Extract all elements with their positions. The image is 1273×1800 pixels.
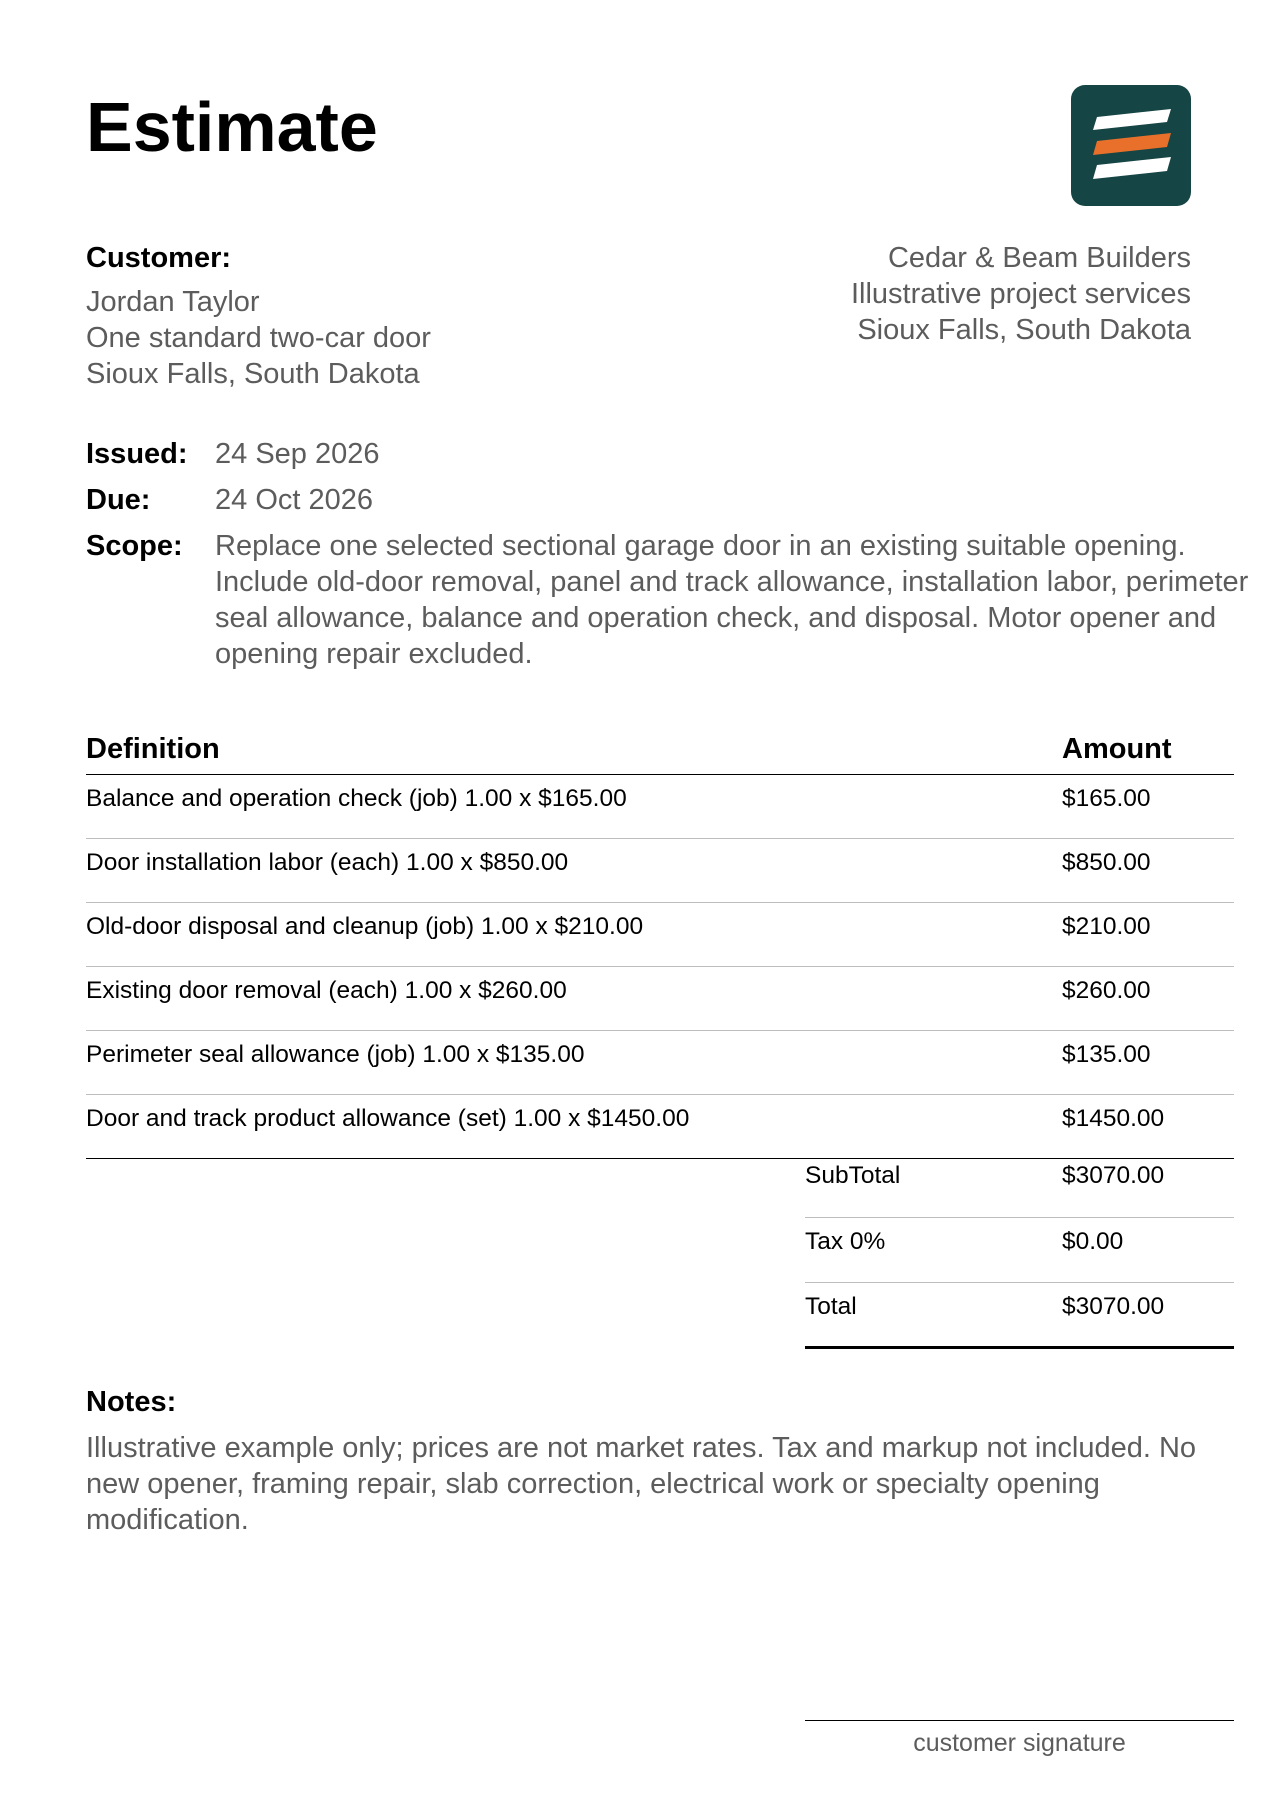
- company-name: Cedar & Beam Builders: [887, 242, 1191, 274]
- company-tagline: Illustrative project services: [850, 278, 1191, 310]
- table-header: [86, 720, 1234, 775]
- row-definition: Old-door disposal and cleanup (job) 1.00 x $210.00: [86, 903, 1062, 967]
- company-details: [851, 240, 1191, 348]
- row-amount: $135.00: [1062, 1031, 1234, 1095]
- total-value: $3070.00: [1062, 1282, 1234, 1347]
- issued-label: Issued:: [86, 438, 188, 470]
- table-row: [86, 1095, 1234, 1159]
- table-row: [86, 775, 1234, 839]
- signature-label: customer signature: [913, 1729, 1126, 1757]
- line-items-table: [86, 720, 1234, 1159]
- customer-name: Jordan Taylor: [86, 286, 260, 318]
- total-label: Total: [805, 1282, 1062, 1347]
- row-definition: Existing door removal (each) 1.00 x $260.00: [86, 967, 1062, 1031]
- table-row: [86, 967, 1234, 1031]
- row-amount: $165.00: [1062, 775, 1234, 839]
- row-amount: $260.00: [1062, 967, 1234, 1031]
- subtotal-label: SubTotal: [805, 1152, 1062, 1217]
- tax-value: $0.00: [1062, 1217, 1234, 1282]
- customer-details: [86, 284, 431, 392]
- signature-line: [805, 1720, 1234, 1721]
- notes-label: Notes:: [86, 1386, 177, 1418]
- row-amount: $210.00: [1062, 903, 1234, 967]
- due-date: 24 Oct 2026: [215, 484, 373, 516]
- total-row: [805, 1282, 1234, 1347]
- table-row: [86, 1031, 1234, 1095]
- row-definition: Perimeter seal allowance (job) 1.00 x $135.00: [86, 1031, 1062, 1095]
- due-label: Due:: [86, 484, 151, 516]
- subtotal-row: [805, 1152, 1234, 1217]
- customer-label: Customer:: [86, 242, 232, 274]
- definition-header: Definition: [86, 720, 1062, 775]
- company-logo: [1071, 85, 1191, 206]
- totals-table: [805, 1152, 1234, 1349]
- stacked-planks-logo-icon: [1071, 85, 1191, 206]
- amount-header: Amount: [1062, 720, 1234, 775]
- table-row: [86, 903, 1234, 967]
- row-definition: Door installation labor (each) 1.00 x $850.00: [86, 839, 1062, 903]
- row-amount: $1450.00: [1062, 1095, 1234, 1159]
- table-row: [86, 839, 1234, 903]
- row-definition: Door and track product allowance (set) 1.00 x $1450.00: [86, 1095, 1062, 1159]
- customer-location: Sioux Falls, South Dakota: [86, 358, 420, 390]
- row-amount: $850.00: [1062, 839, 1234, 903]
- customer-project: One standard two-car door: [86, 322, 431, 354]
- scope-label: Scope:: [86, 530, 183, 562]
- scope-text: Replace one selected sectional garage door in an existing suitable opening. Include old-door removal, panel and track allowance, installation labor, perimeter seal allowance, balance and operation check, and disposal. Motor opener and opening repair excluded.: [215, 530, 1249, 670]
- tax-row: [805, 1217, 1234, 1282]
- document-title: Estimate: [86, 88, 378, 166]
- company-location: Sioux Falls, South Dakota: [857, 314, 1191, 346]
- tax-label: Tax 0%: [805, 1217, 1062, 1282]
- subtotal-value: $3070.00: [1062, 1152, 1234, 1217]
- row-definition: Balance and operation check (job) 1.00 x $165.00: [86, 775, 1062, 839]
- notes-text: Illustrative example only; prices are not market rates. Tax and markup not included. No new opener, framing repair, slab correction, electrical work or specialty opening modification.: [86, 1432, 1197, 1536]
- issued-date: 24 Sep 2026: [215, 438, 380, 470]
